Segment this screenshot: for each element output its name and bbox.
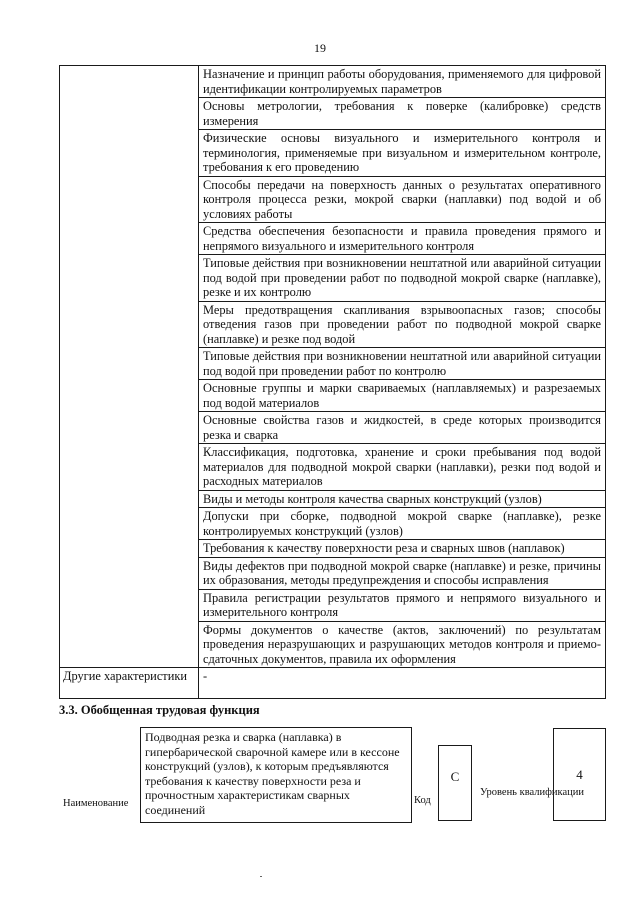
qualification-level-label: Уровень квалификации [480,787,585,798]
knowledge-item: Назначение и принцип работы оборудования, применяемого для цифровой идентификации контролируемых параметров [199,66,606,98]
knowledge-item: Виды и методы контроля качества сварных конструкций (узлов) [199,490,606,508]
code-label: Код [414,795,431,806]
scan-mark [260,876,262,877]
knowledge-item: Правила регистрации результатов прямого и непрямого визуального и измерительного контроля [199,589,606,621]
other-characteristics-label: Другие характеристики [60,668,199,699]
name-value-box: Подводная резка и сварка (наплавка) в гипербарической сварочной камере или в кессоне конструкций (узлов), к которым предъявляются требования к качеству поверхности реза и прочностным характеристикам сварных соединений [140,727,412,823]
knowledge-item: Формы документов о качестве (актов, заключений) по результатам проведения неразрушающих и разрушающих методов контроля и приемо-сдаточных документов, правила их оформления [199,621,606,668]
knowledge-table-body [60,66,606,699]
knowledge-item: Допуски при сборке, подводной мокрой сварке (наплавке), резке контролируемых конструкций (узлов) [199,508,606,540]
knowledge-item: Типовые действия при возникновении нештатной или аварийной ситуации под водой при проведении работ по подводной мокрой сварке (наплавке), резке и их контролю [199,255,606,302]
other-characteristics-value: - [199,668,606,699]
knowledge-item: Основы метрологии, требования к поверке (калибровке) средств измерения [199,98,606,130]
knowledge-item: Способы передачи на поверхность данных о результатах оперативного контроля процесса резки, мокрой сварки (наплавки) под водой и об условиях работы [199,176,606,223]
name-label: Наименование [63,798,129,809]
qualification-level-box: 4 [553,728,606,821]
knowledge-item: Меры предотвращения скапливания взрывоопасных газов; способы отведения газов при проведении работ по подводной мокрой сварке (наплавке) и резке под водой [199,301,606,348]
code-value-box: C [438,745,472,821]
knowledge-item: Основные группы и марки свариваемых (наплавляемых) и разрезаемых под водой материалов [199,380,606,412]
knowledge-item: Средства обеспечения безопасности и правила проведения прямого и непрямого визуального и измерительного контроля [199,223,606,255]
other-characteristics-row [60,668,606,699]
knowledge-table [59,65,606,699]
page-number: 19 [314,41,326,55]
knowledge-row [60,66,606,98]
knowledge-item: Основные свойства газов и жидкостей, в среде которых производится резка и сварка [199,412,606,444]
knowledge-item: Виды дефектов при подводной мокрой сварке (наплавке) и резке, причины их образования, методы предупреждения и способы исправления [199,557,606,589]
knowledge-item: Требования к качеству поверхности реза и сварных швов (наплавок) [199,540,606,558]
knowledge-item: Классификация, подготовка, хранение и сроки пребывания под водой материалов для подводной мокрой сварки (наплавки), резки под водой и расходных материалов [199,444,606,491]
knowledge-label-cell [60,66,199,668]
knowledge-item: Типовые действия при возникновении нештатной или аварийной ситуации под водой при проведении работ по контролю [199,348,606,380]
knowledge-item: Физические основы визуального и измерительного контроля и терминология, применяемые при визуальном и измерительном контроле, требования к его проведению [199,130,606,177]
section-title: 3.3. Обобщенная трудовая функция [59,703,260,717]
